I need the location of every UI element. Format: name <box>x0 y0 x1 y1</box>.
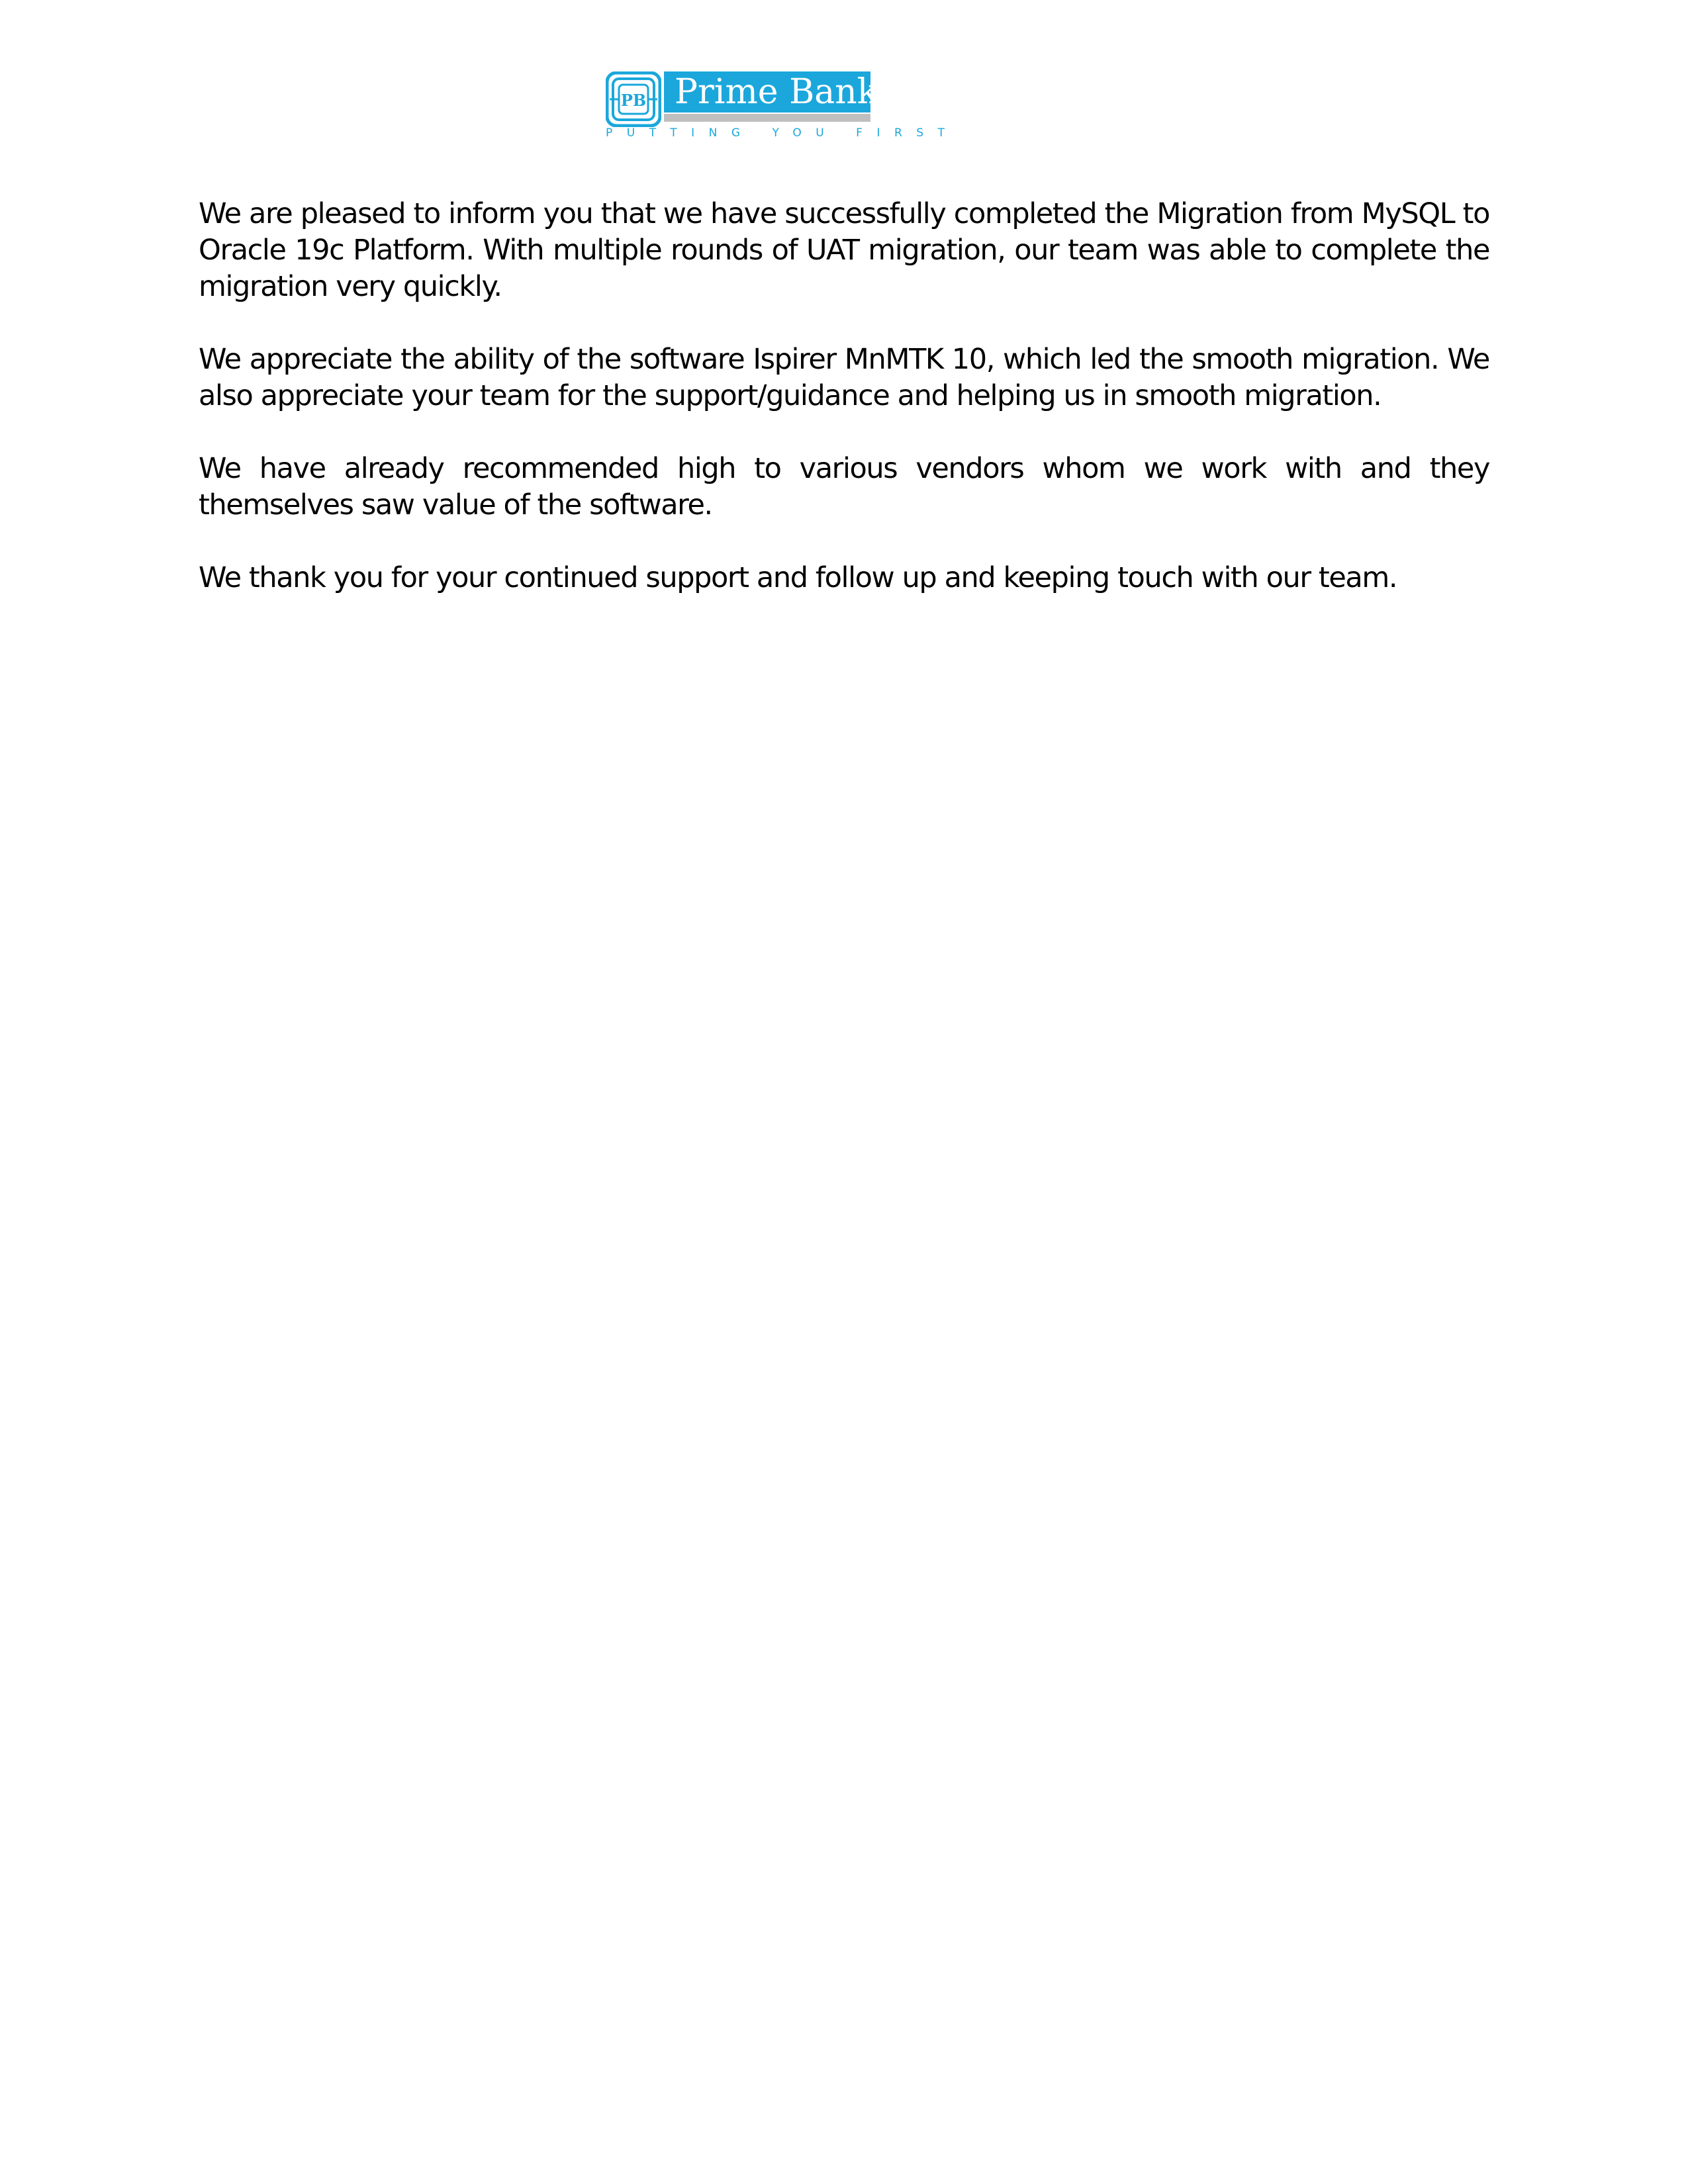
logo-name: Prime Bank <box>675 72 878 112</box>
logo-underbar <box>664 114 870 122</box>
bank-emblem-icon <box>606 71 661 127</box>
paragraph-software-appreciation: We appreciate the ability of the software Ispirer MnMTK 10, which led the smooth migration. We also appreciate your team for the support/guidance and helping us in smooth migration. <box>199 343 1489 412</box>
logo-monogram: PB <box>620 91 647 110</box>
paragraph-thanks: We thank you for your continued support and follow up and keeping touch with our team. <box>199 561 1397 594</box>
paragraph-migration-complete: We are pleased to inform you that we have successfully completed the Migration from MySQL to Oracle 19c Platform. With multiple rounds of UAT migration, our team was able to complete the migration very quickly. <box>199 197 1489 303</box>
logo-tagline: PUTTING YOU FIRST <box>606 126 959 140</box>
prime-bank-logo <box>606 69 959 142</box>
paragraph-recommendation: We have already recommended high to various vendors whom we work with and they themselves saw value of the software. <box>199 452 1489 522</box>
letter-body <box>199 196 1489 633</box>
